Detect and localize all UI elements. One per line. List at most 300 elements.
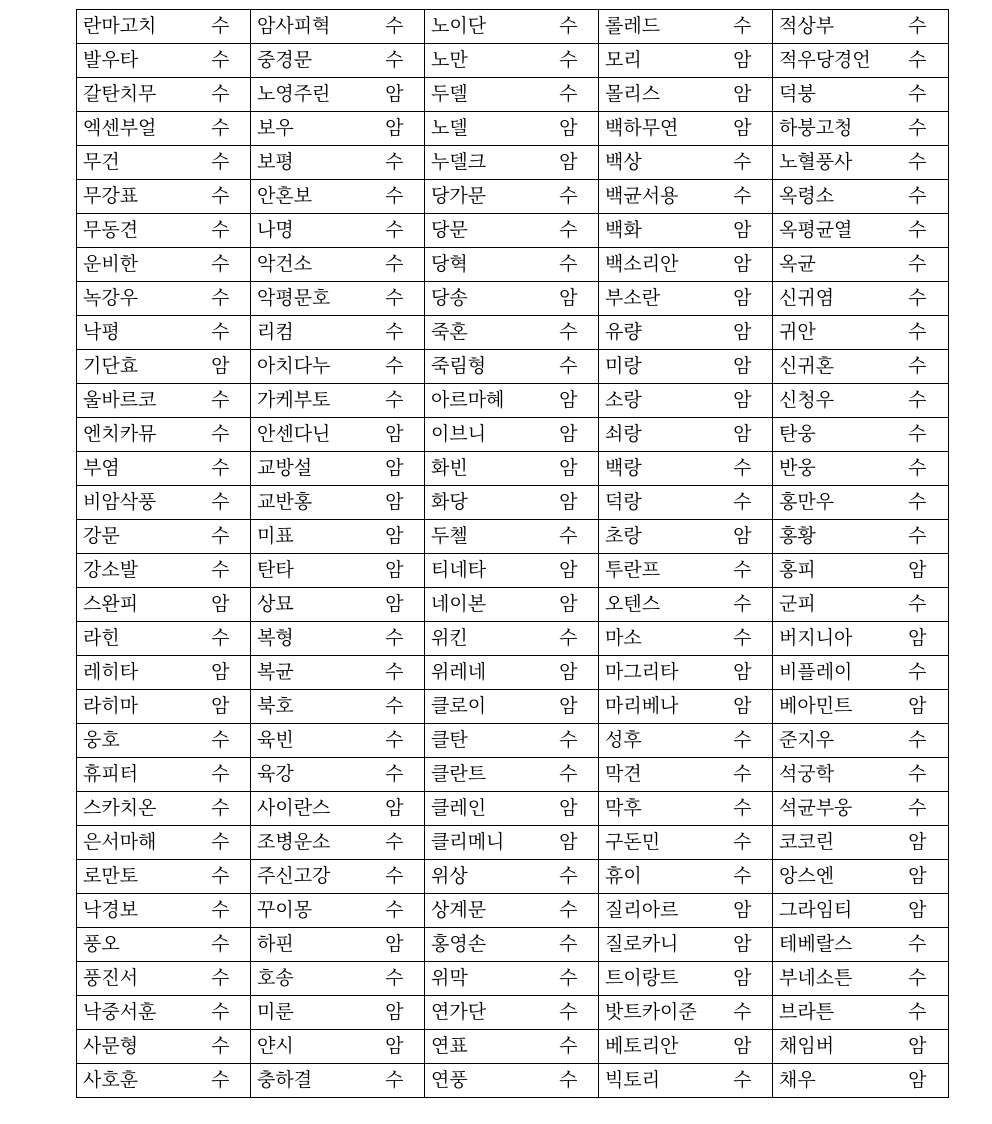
name-cell: 무동견	[77, 214, 191, 248]
name-cell: 교반홍	[251, 486, 365, 520]
gender-cell: 암	[539, 554, 599, 588]
name-cell: 반웅	[773, 452, 887, 486]
gender-cell: 암	[365, 78, 425, 112]
gender-cell: 암	[713, 384, 773, 418]
gender-cell: 수	[191, 928, 251, 962]
name-cell: 클탄	[425, 724, 539, 758]
table-row	[77, 894, 949, 928]
name-cell: 준지우	[773, 724, 887, 758]
gender-cell: 수	[887, 928, 949, 962]
name-cell: 강문	[77, 520, 191, 554]
name-cell: 나명	[251, 214, 365, 248]
table-row	[77, 452, 949, 486]
gender-cell: 수	[539, 1030, 599, 1064]
gender-cell: 수	[887, 520, 949, 554]
name-cell: 중경문	[251, 44, 365, 78]
gender-cell: 수	[887, 180, 949, 214]
table-row	[77, 316, 949, 350]
gender-cell: 수	[191, 112, 251, 146]
gender-cell: 암	[713, 214, 773, 248]
gender-cell: 수	[713, 10, 773, 44]
name-cell: 란마고치	[77, 10, 191, 44]
name-cell: 석궁학	[773, 758, 887, 792]
name-cell: 테베랄스	[773, 928, 887, 962]
name-cell: 홍황	[773, 520, 887, 554]
gender-cell: 수	[887, 10, 949, 44]
gender-cell: 수	[191, 520, 251, 554]
gender-cell: 수	[539, 724, 599, 758]
gender-cell: 수	[539, 248, 599, 282]
gender-cell: 수	[365, 146, 425, 180]
gender-cell: 수	[887, 282, 949, 316]
gender-cell: 수	[365, 860, 425, 894]
gender-cell: 암	[539, 588, 599, 622]
name-cell: 로만토	[77, 860, 191, 894]
name-cell: 사이란스	[251, 792, 365, 826]
gender-cell: 수	[887, 44, 949, 78]
name-cell: 강소발	[77, 554, 191, 588]
name-cell: 신귀혼	[773, 350, 887, 384]
name-cell: 라히마	[77, 690, 191, 724]
table-row	[77, 1064, 949, 1098]
name-cell: 베아민트	[773, 690, 887, 724]
gender-cell: 수	[365, 690, 425, 724]
name-cell: 부네소튼	[773, 962, 887, 996]
gender-cell: 수	[713, 588, 773, 622]
name-cell: 아르마혜	[425, 384, 539, 418]
gender-cell: 암	[713, 656, 773, 690]
name-cell: 쇠랑	[599, 418, 713, 452]
name-cell: 위레네	[425, 656, 539, 690]
gender-cell: 수	[365, 656, 425, 690]
name-cell: 그라임티	[773, 894, 887, 928]
gender-cell: 수	[713, 180, 773, 214]
gender-cell: 암	[539, 486, 599, 520]
table-row	[77, 282, 949, 316]
table-row	[77, 78, 949, 112]
name-cell: 롤레드	[599, 10, 713, 44]
name-cell: 소랑	[599, 384, 713, 418]
gender-cell: 암	[887, 826, 949, 860]
gender-cell: 수	[539, 622, 599, 656]
table-row	[77, 928, 949, 962]
table-row	[77, 418, 949, 452]
table-row	[77, 44, 949, 78]
name-cell: 초랑	[599, 520, 713, 554]
gender-cell: 수	[713, 860, 773, 894]
gender-cell: 암	[713, 78, 773, 112]
table-row	[77, 588, 949, 622]
name-cell: 몰리스	[599, 78, 713, 112]
name-cell: 꾸이몽	[251, 894, 365, 928]
name-cell: 가케부토	[251, 384, 365, 418]
gender-cell: 암	[713, 962, 773, 996]
name-cell: 버지니아	[773, 622, 887, 656]
name-cell: 백랑	[599, 452, 713, 486]
name-cell: 덕랑	[599, 486, 713, 520]
gender-cell: 암	[539, 418, 599, 452]
gender-cell: 수	[539, 44, 599, 78]
name-cell: 누델크	[425, 146, 539, 180]
name-cell: 갈탄치무	[77, 78, 191, 112]
gender-cell: 수	[539, 962, 599, 996]
gender-cell: 수	[191, 214, 251, 248]
name-cell: 옥평균열	[773, 214, 887, 248]
name-cell: 안혼보	[251, 180, 365, 214]
gender-cell: 암	[713, 112, 773, 146]
gender-cell: 수	[365, 180, 425, 214]
gender-cell: 수	[191, 316, 251, 350]
gender-cell: 수	[887, 588, 949, 622]
gender-cell: 수	[713, 486, 773, 520]
name-cell: 홍영손	[425, 928, 539, 962]
gender-cell: 수	[539, 316, 599, 350]
table-row	[77, 520, 949, 554]
table-row	[77, 1030, 949, 1064]
name-cell: 질리아르	[599, 894, 713, 928]
table-row	[77, 384, 949, 418]
gender-cell: 암	[365, 418, 425, 452]
gender-cell: 수	[191, 996, 251, 1030]
gender-cell: 암	[713, 248, 773, 282]
gender-cell: 수	[365, 384, 425, 418]
table-row	[77, 758, 949, 792]
table-row	[77, 554, 949, 588]
gender-cell: 암	[713, 894, 773, 928]
name-cell: 티네타	[425, 554, 539, 588]
gender-cell: 수	[887, 996, 949, 1030]
name-cell: 채임버	[773, 1030, 887, 1064]
name-cell: 트이랑트	[599, 962, 713, 996]
name-cell: 구돈민	[599, 826, 713, 860]
gender-cell: 수	[887, 316, 949, 350]
gender-cell: 수	[191, 1030, 251, 1064]
gender-cell: 수	[539, 10, 599, 44]
table-row	[77, 10, 949, 44]
gender-cell: 수	[713, 826, 773, 860]
gender-cell: 수	[539, 860, 599, 894]
name-cell: 연가단	[425, 996, 539, 1030]
gender-cell: 수	[539, 78, 599, 112]
name-cell: 앙스엔	[773, 860, 887, 894]
name-cell: 무강표	[77, 180, 191, 214]
table-row	[77, 112, 949, 146]
name-cell: 막후	[599, 792, 713, 826]
name-cell: 백상	[599, 146, 713, 180]
gender-cell: 수	[887, 112, 949, 146]
name-cell: 홍피	[773, 554, 887, 588]
name-cell: 교방설	[251, 452, 365, 486]
name-cell: 신청우	[773, 384, 887, 418]
gender-cell: 수	[539, 350, 599, 384]
name-cell: 브라튼	[773, 996, 887, 1030]
gender-cell: 암	[365, 792, 425, 826]
gender-cell: 수	[887, 384, 949, 418]
gender-cell: 수	[713, 1064, 773, 1098]
name-cell: 화빈	[425, 452, 539, 486]
name-cell: 이브니	[425, 418, 539, 452]
name-cell: 복균	[251, 656, 365, 690]
name-cell: 북호	[251, 690, 365, 724]
name-cell: 라힌	[77, 622, 191, 656]
gender-cell: 수	[365, 758, 425, 792]
name-cell: 탄웅	[773, 418, 887, 452]
name-cell: 코코린	[773, 826, 887, 860]
name-cell: 적상부	[773, 10, 887, 44]
gender-cell: 수	[365, 214, 425, 248]
name-cell: 위상	[425, 860, 539, 894]
gender-cell: 암	[713, 928, 773, 962]
gender-cell: 수	[887, 418, 949, 452]
gender-cell: 암	[713, 418, 773, 452]
name-cell: 휴이	[599, 860, 713, 894]
gender-cell: 수	[713, 554, 773, 588]
gender-cell: 수	[191, 758, 251, 792]
name-cell: 상묘	[251, 588, 365, 622]
gender-cell: 수	[713, 452, 773, 486]
gender-cell: 수	[887, 214, 949, 248]
name-cell: 당문	[425, 214, 539, 248]
gender-cell: 암	[365, 554, 425, 588]
name-cell: 스카치온	[77, 792, 191, 826]
name-cell: 노델	[425, 112, 539, 146]
table-row	[77, 180, 949, 214]
name-cell: 당송	[425, 282, 539, 316]
gender-cell: 암	[365, 928, 425, 962]
gender-cell: 암	[539, 384, 599, 418]
gender-cell: 암	[539, 146, 599, 180]
name-cell: 부염	[77, 452, 191, 486]
table-row	[77, 350, 949, 384]
name-cell: 화당	[425, 486, 539, 520]
gender-cell: 수	[887, 78, 949, 112]
name-cell: 백균서용	[599, 180, 713, 214]
name-cell: 노만	[425, 44, 539, 78]
name-cell: 클로이	[425, 690, 539, 724]
name-cell: 유량	[599, 316, 713, 350]
name-cell: 네이본	[425, 588, 539, 622]
gender-cell: 수	[191, 384, 251, 418]
gender-cell: 암	[713, 690, 773, 724]
name-cell: 미표	[251, 520, 365, 554]
gender-cell: 수	[713, 146, 773, 180]
gender-cell: 수	[365, 44, 425, 78]
name-cell: 부소란	[599, 282, 713, 316]
name-cell: 암사피혁	[251, 10, 365, 44]
name-cell: 엑센부얼	[77, 112, 191, 146]
name-cell: 비암삭풍	[77, 486, 191, 520]
gender-cell: 수	[191, 44, 251, 78]
gender-cell: 수	[365, 316, 425, 350]
name-cell: 미룬	[251, 996, 365, 1030]
name-cell: 녹강우	[77, 282, 191, 316]
gender-cell: 암	[713, 316, 773, 350]
name-cell: 하핀	[251, 928, 365, 962]
gender-cell: 수	[365, 962, 425, 996]
gender-cell: 암	[365, 112, 425, 146]
name-cell: 위킨	[425, 622, 539, 656]
gender-cell: 암	[887, 860, 949, 894]
gender-cell: 암	[539, 112, 599, 146]
name-cell: 투란프	[599, 554, 713, 588]
name-cell: 막견	[599, 758, 713, 792]
gender-cell: 수	[191, 622, 251, 656]
gender-cell: 수	[191, 78, 251, 112]
name-cell: 클레인	[425, 792, 539, 826]
gender-cell: 수	[365, 724, 425, 758]
gender-cell: 암	[539, 826, 599, 860]
name-cell: 위막	[425, 962, 539, 996]
name-cell: 리컴	[251, 316, 365, 350]
name-cell: 상계문	[425, 894, 539, 928]
gender-cell: 수	[539, 758, 599, 792]
name-cell: 보평	[251, 146, 365, 180]
name-cell: 모리	[599, 44, 713, 78]
gender-cell: 암	[365, 452, 425, 486]
gender-cell: 암	[539, 690, 599, 724]
name-cell: 조병운소	[251, 826, 365, 860]
gender-cell: 수	[191, 860, 251, 894]
name-cell: 마소	[599, 622, 713, 656]
table-row	[77, 622, 949, 656]
name-cell: 보우	[251, 112, 365, 146]
gender-cell: 암	[713, 282, 773, 316]
gender-cell: 수	[887, 452, 949, 486]
name-cell: 연표	[425, 1030, 539, 1064]
gender-cell: 수	[191, 554, 251, 588]
gender-cell: 암	[887, 894, 949, 928]
name-cell: 사문형	[77, 1030, 191, 1064]
name-cell: 빅토리	[599, 1064, 713, 1098]
gender-cell: 암	[887, 1030, 949, 1064]
name-cell: 낙평	[77, 316, 191, 350]
gender-cell: 수	[191, 962, 251, 996]
name-cell: 당가문	[425, 180, 539, 214]
name-cell: 비플레이	[773, 656, 887, 690]
gender-cell: 수	[365, 1064, 425, 1098]
gender-cell: 수	[191, 180, 251, 214]
gender-cell: 수	[191, 724, 251, 758]
gender-cell: 암	[365, 1030, 425, 1064]
gender-cell: 수	[713, 724, 773, 758]
gender-cell: 암	[713, 520, 773, 554]
name-cell: 노이단	[425, 10, 539, 44]
name-cell: 죽림형	[425, 350, 539, 384]
name-cell: 육강	[251, 758, 365, 792]
gender-cell: 수	[539, 180, 599, 214]
gender-cell: 수	[365, 248, 425, 282]
gender-cell: 수	[539, 214, 599, 248]
name-cell: 두첼	[425, 520, 539, 554]
gender-cell: 수	[191, 452, 251, 486]
gender-cell: 수	[887, 248, 949, 282]
table-row	[77, 996, 949, 1030]
gender-cell: 암	[191, 588, 251, 622]
name-cell: 울바르코	[77, 384, 191, 418]
gender-cell: 암	[713, 44, 773, 78]
name-cell: 석균부웅	[773, 792, 887, 826]
name-cell: 웅호	[77, 724, 191, 758]
table-row	[77, 792, 949, 826]
name-cell: 은서마해	[77, 826, 191, 860]
name-cell: 오텐스	[599, 588, 713, 622]
name-cell: 풍오	[77, 928, 191, 962]
name-cell: 노혈풍사	[773, 146, 887, 180]
name-cell: 휴피터	[77, 758, 191, 792]
name-cell: 연풍	[425, 1064, 539, 1098]
name-cell: 얀시	[251, 1030, 365, 1064]
name-cell: 스완피	[77, 588, 191, 622]
gender-cell: 암	[713, 1030, 773, 1064]
name-cell: 신귀염	[773, 282, 887, 316]
name-cell: 레히타	[77, 656, 191, 690]
name-cell: 엔치카뮤	[77, 418, 191, 452]
table-body	[77, 10, 949, 1098]
table-row	[77, 860, 949, 894]
gender-cell: 암	[539, 792, 599, 826]
name-cell: 질로카니	[599, 928, 713, 962]
gender-cell: 수	[887, 350, 949, 384]
gender-cell: 수	[713, 996, 773, 1030]
table-row	[77, 486, 949, 520]
name-cell: 죽혼	[425, 316, 539, 350]
table-row	[77, 724, 949, 758]
name-cell: 미랑	[599, 350, 713, 384]
name-cell: 복형	[251, 622, 365, 656]
name-cell: 베토리안	[599, 1030, 713, 1064]
gender-cell: 수	[365, 894, 425, 928]
name-cell: 운비한	[77, 248, 191, 282]
gender-cell: 수	[191, 248, 251, 282]
table-row	[77, 962, 949, 996]
name-cell: 성후	[599, 724, 713, 758]
name-cell: 두델	[425, 78, 539, 112]
table-row	[77, 826, 949, 860]
gender-cell: 수	[713, 622, 773, 656]
table-row	[77, 248, 949, 282]
gender-cell: 수	[191, 146, 251, 180]
gender-cell: 암	[539, 452, 599, 486]
gender-cell: 암	[365, 486, 425, 520]
gender-cell: 수	[887, 146, 949, 180]
name-cell: 백하무연	[599, 112, 713, 146]
gender-cell: 수	[365, 622, 425, 656]
gender-cell: 수	[365, 10, 425, 44]
name-cell: 풍진서	[77, 962, 191, 996]
name-cell: 클란트	[425, 758, 539, 792]
gender-cell: 수	[887, 962, 949, 996]
table-row	[77, 656, 949, 690]
name-cell: 기단효	[77, 350, 191, 384]
name-cell: 홍만우	[773, 486, 887, 520]
gender-cell: 수	[191, 486, 251, 520]
gender-cell: 수	[713, 758, 773, 792]
gender-cell: 수	[539, 996, 599, 1030]
name-cell: 군피	[773, 588, 887, 622]
name-cell: 탄타	[251, 554, 365, 588]
name-cell: 낙경보	[77, 894, 191, 928]
name-cell: 덕붕	[773, 78, 887, 112]
name-cell: 아치다누	[251, 350, 365, 384]
gender-cell: 수	[539, 1064, 599, 1098]
name-cell: 하붕고청	[773, 112, 887, 146]
table-row	[77, 146, 949, 180]
gender-cell: 암	[191, 350, 251, 384]
name-cell: 옥균	[773, 248, 887, 282]
gender-cell: 암	[887, 1064, 949, 1098]
name-cell: 발우타	[77, 44, 191, 78]
gender-cell: 수	[191, 282, 251, 316]
